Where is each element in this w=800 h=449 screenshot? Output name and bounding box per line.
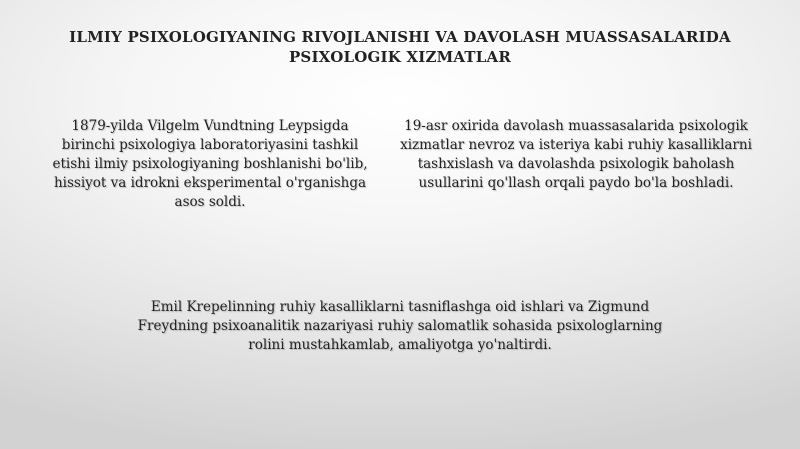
bottom-paragraph: Emil Krepelinning ruhiy kasalliklarni tasniflashga oid ishlari va Zigmund Freydning psixoanalitik nazariyasi ruhiy salomatlik sohasida psixologlarning rolini mustahkamlab, amaliyotga yo'naltirdi. [137, 299, 663, 353]
slide-title: ILMIY PSIXOLOGIYANING RIVOJLANISHI VA DAVOLASH MUASSASALARIDA PSIXOLOGIK XIZMATLAR [69, 28, 731, 66]
left-paragraph: 1879-yilda Vilgelm Vundtning Leypsigda birinchi psixologiya laboratoriyasini tashkil etishi ilmiy psixologiyaning boshlanishi bo'lib, hissiyot va idrokni eksperimental o'rganishga asos soldi. [52, 118, 368, 210]
right-paragraph: 19-asr oxirida davolash muassasalarida psixologik xizmatlar nevroz va isteriya kabi ruhiy kasalliklarni tashxislash va davolashda psixologik baholash usullarini qo'llash orqali paydo bo'la boshladi. [400, 118, 752, 191]
